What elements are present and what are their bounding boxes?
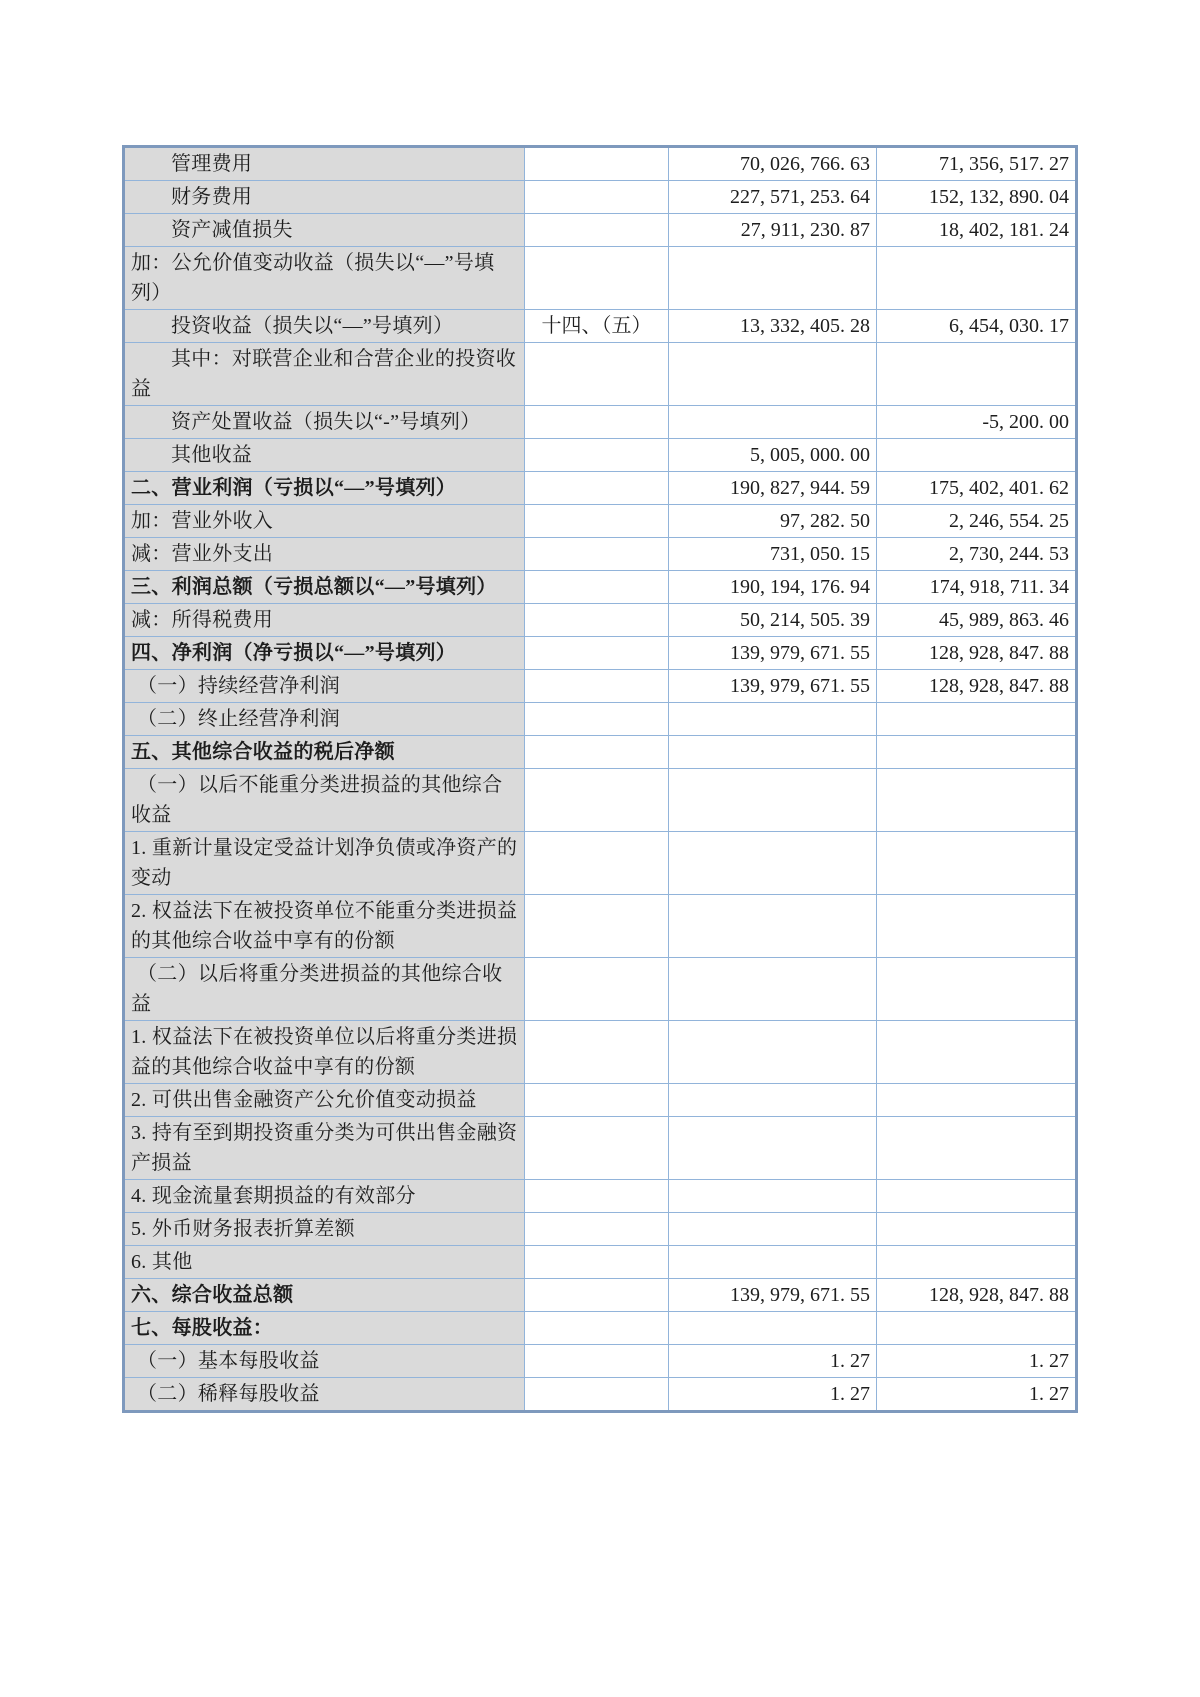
current-period-cell [669,1117,877,1180]
prior-period-cell: 1. 27 [877,1378,1077,1412]
note-cell [525,769,669,832]
note-cell [525,214,669,247]
item-cell: 六、综合收益总额 [124,1279,525,1312]
item-cell: （二）稀释每股收益 [124,1378,525,1412]
table-row [124,1279,1077,1312]
income-statement-table [122,145,1078,1413]
note-cell [525,439,669,472]
table-row [124,1180,1077,1213]
table-row [124,310,1077,343]
item-cell: 管理费用 [124,147,525,181]
note-cell [525,1378,669,1412]
table-row [124,703,1077,736]
item-cell: 五、其他综合收益的税后净额 [124,736,525,769]
current-period-cell [669,703,877,736]
table-row [124,1378,1077,1412]
table-body [124,147,1077,1412]
note-cell [525,832,669,895]
item-cell: 四、净利润（净亏损以“—”号填列） [124,637,525,670]
note-cell [525,1312,669,1345]
item-cell: 2. 可供出售金融资产公允价值变动损益 [124,1084,525,1117]
note-cell [525,181,669,214]
item-cell: 6. 其他 [124,1246,525,1279]
current-period-cell: 190, 827, 944. 59 [669,472,877,505]
table-row [124,181,1077,214]
current-period-cell: 190, 194, 176. 94 [669,571,877,604]
table-row [124,604,1077,637]
prior-period-cell: 1. 27 [877,1345,1077,1378]
table-row [124,1345,1077,1378]
prior-period-cell: 18, 402, 181. 24 [877,214,1077,247]
table-row [124,637,1077,670]
current-period-cell: 27, 911, 230. 87 [669,214,877,247]
note-cell [525,1084,669,1117]
current-period-cell [669,1246,877,1279]
prior-period-cell [877,1246,1077,1279]
prior-period-cell: 128, 928, 847. 88 [877,637,1077,670]
prior-period-cell [877,1180,1077,1213]
current-period-cell [669,406,877,439]
table-row [124,958,1077,1021]
note-cell [525,1021,669,1084]
item-cell: 财务费用 [124,181,525,214]
current-period-cell: 731, 050. 15 [669,538,877,571]
note-cell [525,1279,669,1312]
item-cell: 资产处置收益（损失以“-”号填列） [124,406,525,439]
table-row [124,147,1077,181]
prior-period-cell [877,769,1077,832]
item-cell: （一）基本每股收益 [124,1345,525,1378]
prior-period-cell: 128, 928, 847. 88 [877,670,1077,703]
item-cell: 加：营业外收入 [124,505,525,538]
table-row [124,505,1077,538]
table-row [124,472,1077,505]
prior-period-cell [877,1117,1077,1180]
note-cell [525,1117,669,1180]
prior-period-cell: 174, 918, 711. 34 [877,571,1077,604]
item-cell: 其他收益 [124,439,525,472]
note-cell [525,472,669,505]
note-cell [525,958,669,1021]
note-cell [525,1180,669,1213]
table-row [124,736,1077,769]
prior-period-cell: 175, 402, 401. 62 [877,472,1077,505]
prior-period-cell: 2, 246, 554. 25 [877,505,1077,538]
prior-period-cell [877,1312,1077,1345]
item-cell: 2. 权益法下在被投资单位不能重分类进损益的其他综合收益中享有的份额 [124,895,525,958]
prior-period-cell [877,832,1077,895]
table-row [124,1117,1077,1180]
current-period-cell [669,769,877,832]
prior-period-cell [877,1213,1077,1246]
item-cell: （一）以后不能重分类进损益的其他综合收益 [124,769,525,832]
current-period-cell: 1. 27 [669,1378,877,1412]
current-period-cell: 70, 026, 766. 63 [669,147,877,181]
table-row [124,670,1077,703]
note-cell [525,538,669,571]
table-row [124,769,1077,832]
current-period-cell: 139, 979, 671. 55 [669,637,877,670]
table-row [124,571,1077,604]
note-cell [525,604,669,637]
current-period-cell [669,343,877,406]
item-cell: 七、每股收益： [124,1312,525,1345]
table-row [124,1246,1077,1279]
table-row [124,1021,1077,1084]
item-cell: 二、营业利润（亏损以“—”号填列） [124,472,525,505]
note-cell [525,703,669,736]
prior-period-cell [877,736,1077,769]
current-period-cell: 139, 979, 671. 55 [669,1279,877,1312]
note-cell [525,406,669,439]
item-cell: 3. 持有至到期投资重分类为可供出售金融资产损益 [124,1117,525,1180]
table-row [124,538,1077,571]
prior-period-cell: 6, 454, 030. 17 [877,310,1077,343]
table-row [124,1213,1077,1246]
table-row [124,895,1077,958]
current-period-cell: 227, 571, 253. 64 [669,181,877,214]
item-cell: 资产减值损失 [124,214,525,247]
prior-period-cell [877,958,1077,1021]
prior-period-cell [877,343,1077,406]
current-period-cell: 5, 005, 000. 00 [669,439,877,472]
current-period-cell: 50, 214, 505. 39 [669,604,877,637]
prior-period-cell: -5, 200. 00 [877,406,1077,439]
prior-period-cell: 128, 928, 847. 88 [877,1279,1077,1312]
item-cell: （二）以后将重分类进损益的其他综合收益 [124,958,525,1021]
current-period-cell: 97, 282. 50 [669,505,877,538]
prior-period-cell [877,439,1077,472]
item-cell: 投资收益（损失以“—”号填列） [124,310,525,343]
item-cell: 1. 重新计量设定受益计划净负债或净资产的变动 [124,832,525,895]
table-row [124,832,1077,895]
prior-period-cell [877,247,1077,310]
note-cell [525,670,669,703]
item-cell: 其中：对联营企业和合营企业的投资收益 [124,343,525,406]
table-row [124,214,1077,247]
item-cell: （二）终止经营净利润 [124,703,525,736]
prior-period-cell [877,1084,1077,1117]
current-period-cell [669,895,877,958]
item-cell: （一）持续经营净利润 [124,670,525,703]
table-row [124,1312,1077,1345]
prior-period-cell: 71, 356, 517. 27 [877,147,1077,181]
item-cell: 三、利润总额（亏损总额以“—”号填列） [124,571,525,604]
current-period-cell [669,832,877,895]
current-period-cell [669,247,877,310]
note-cell [525,571,669,604]
note-cell: 十四、（五） [525,310,669,343]
note-cell [525,895,669,958]
prior-period-cell: 2, 730, 244. 53 [877,538,1077,571]
current-period-cell [669,958,877,1021]
current-period-cell [669,1021,877,1084]
item-cell: 减：营业外支出 [124,538,525,571]
note-cell [525,1246,669,1279]
item-cell: 4. 现金流量套期损益的有效部分 [124,1180,525,1213]
current-period-cell [669,1180,877,1213]
note-cell [525,343,669,406]
item-cell: 减：所得税费用 [124,604,525,637]
note-cell [525,736,669,769]
table-row [124,1084,1077,1117]
current-period-cell [669,736,877,769]
note-cell [525,505,669,538]
current-period-cell [669,1213,877,1246]
note-cell [525,247,669,310]
current-period-cell: 13, 332, 405. 28 [669,310,877,343]
note-cell [525,637,669,670]
table-row [124,406,1077,439]
current-period-cell: 1. 27 [669,1345,877,1378]
note-cell [525,147,669,181]
prior-period-cell [877,703,1077,736]
note-cell [525,1345,669,1378]
table-row [124,439,1077,472]
current-period-cell [669,1084,877,1117]
item-cell: 5. 外币财务报表折算差额 [124,1213,525,1246]
prior-period-cell: 152, 132, 890. 04 [877,181,1077,214]
table-row [124,343,1077,406]
item-cell: 1. 权益法下在被投资单位以后将重分类进损益的其他综合收益中享有的份额 [124,1021,525,1084]
prior-period-cell: 45, 989, 863. 46 [877,604,1077,637]
prior-period-cell [877,895,1077,958]
current-period-cell [669,1312,877,1345]
prior-period-cell [877,1021,1077,1084]
note-cell [525,1213,669,1246]
current-period-cell: 139, 979, 671. 55 [669,670,877,703]
table-row [124,247,1077,310]
item-cell: 加：公允价值变动收益（损失以“—”号填列） [124,247,525,310]
